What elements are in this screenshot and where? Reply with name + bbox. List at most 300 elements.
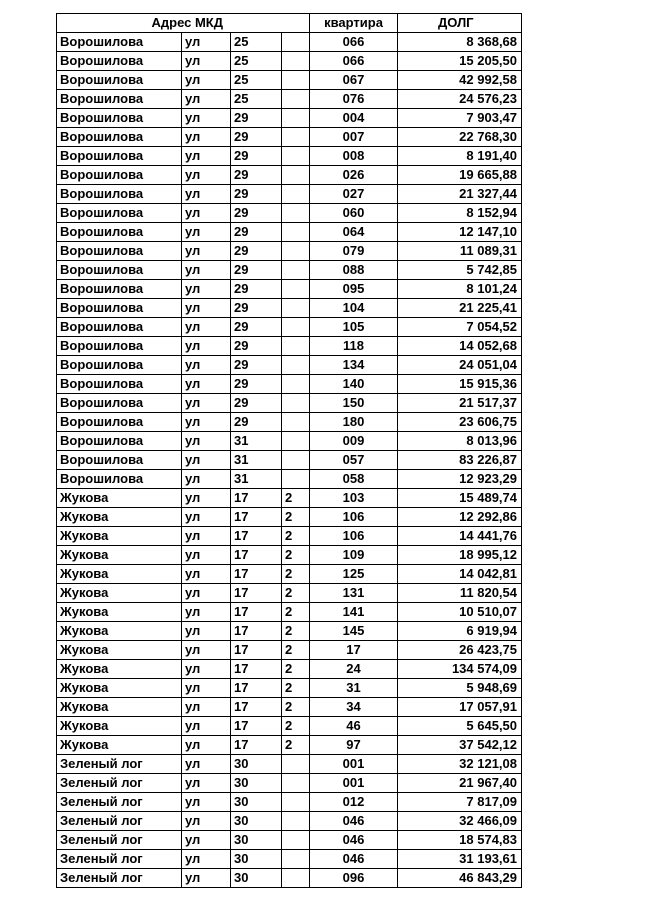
- street-cell: Ворошилова: [57, 337, 182, 356]
- table-row: [57, 147, 522, 166]
- table-row: [57, 489, 522, 508]
- house-cell: 29: [231, 128, 282, 147]
- street-type-cell: ул: [182, 413, 231, 432]
- debt-cell: 24 051,04: [398, 356, 522, 375]
- street-cell: Жукова: [57, 603, 182, 622]
- street-cell: Ворошилова: [57, 204, 182, 223]
- house-cell: 31: [231, 451, 282, 470]
- street-type-cell: ул: [182, 204, 231, 223]
- debt-cell: 11 089,31: [398, 242, 522, 261]
- flat-cell: 125: [310, 565, 398, 584]
- flat-cell: 103: [310, 489, 398, 508]
- debt-cell: 83 226,87: [398, 451, 522, 470]
- building-cell: [282, 223, 310, 242]
- street-type-cell: ул: [182, 698, 231, 717]
- street-cell: Жукова: [57, 527, 182, 546]
- street-type-cell: ул: [182, 394, 231, 413]
- street-type-cell: ул: [182, 147, 231, 166]
- building-cell: [282, 831, 310, 850]
- building-cell: [282, 204, 310, 223]
- house-cell: 25: [231, 71, 282, 90]
- house-cell: 30: [231, 869, 282, 888]
- building-cell: 2: [282, 565, 310, 584]
- flat-cell: 046: [310, 850, 398, 869]
- house-cell: 17: [231, 546, 282, 565]
- building-cell: 2: [282, 603, 310, 622]
- house-cell: 29: [231, 299, 282, 318]
- building-cell: [282, 166, 310, 185]
- flat-cell: 057: [310, 451, 398, 470]
- debt-header: ДОЛГ: [398, 14, 522, 33]
- debt-cell: 22 768,30: [398, 128, 522, 147]
- debt-cell: 31 193,61: [398, 850, 522, 869]
- flat-cell: 106: [310, 527, 398, 546]
- house-cell: 30: [231, 774, 282, 793]
- house-cell: 17: [231, 641, 282, 660]
- house-cell: 29: [231, 242, 282, 261]
- table-row: [57, 698, 522, 717]
- table-row: [57, 641, 522, 660]
- table-row: [57, 546, 522, 565]
- street-cell: Жукова: [57, 641, 182, 660]
- table-row: [57, 451, 522, 470]
- table-row: [57, 869, 522, 888]
- house-cell: 17: [231, 565, 282, 584]
- building-cell: [282, 128, 310, 147]
- debt-cell: 21 225,41: [398, 299, 522, 318]
- building-cell: [282, 451, 310, 470]
- debt-cell: 15 915,36: [398, 375, 522, 394]
- debt-cell: 46 843,29: [398, 869, 522, 888]
- debt-cell: 8 191,40: [398, 147, 522, 166]
- street-cell: Ворошилова: [57, 318, 182, 337]
- flat-cell: 067: [310, 71, 398, 90]
- building-cell: 2: [282, 546, 310, 565]
- house-cell: 25: [231, 90, 282, 109]
- table-row: [57, 793, 522, 812]
- debt-sheet: [56, 13, 521, 888]
- debt-cell: 8 152,94: [398, 204, 522, 223]
- street-cell: Жукова: [57, 698, 182, 717]
- street-cell: Жукова: [57, 565, 182, 584]
- table-row: [57, 128, 522, 147]
- street-type-cell: ул: [182, 33, 231, 52]
- street-cell: Зеленый лог: [57, 831, 182, 850]
- table-row: [57, 812, 522, 831]
- street-cell: Жукова: [57, 622, 182, 641]
- street-type-cell: ул: [182, 52, 231, 71]
- street-type-cell: ул: [182, 470, 231, 489]
- flat-cell: 088: [310, 261, 398, 280]
- building-cell: 2: [282, 698, 310, 717]
- building-cell: [282, 869, 310, 888]
- debt-cell: 6 919,94: [398, 622, 522, 641]
- street-type-cell: ул: [182, 527, 231, 546]
- street-type-cell: ул: [182, 90, 231, 109]
- house-cell: 30: [231, 831, 282, 850]
- building-cell: [282, 337, 310, 356]
- table-row: [57, 755, 522, 774]
- house-cell: 29: [231, 166, 282, 185]
- street-type-cell: ул: [182, 869, 231, 888]
- table-row: [57, 71, 522, 90]
- building-cell: [282, 261, 310, 280]
- flat-cell: 134: [310, 356, 398, 375]
- flat-cell: 17: [310, 641, 398, 660]
- flat-cell: 009: [310, 432, 398, 451]
- debt-cell: 21 967,40: [398, 774, 522, 793]
- house-cell: 29: [231, 280, 282, 299]
- street-cell: Ворошилова: [57, 280, 182, 299]
- street-type-cell: ул: [182, 565, 231, 584]
- building-cell: [282, 432, 310, 451]
- debt-cell: 37 542,12: [398, 736, 522, 755]
- street-cell: Зеленый лог: [57, 774, 182, 793]
- street-type-cell: ул: [182, 489, 231, 508]
- debt-cell: 10 510,07: [398, 603, 522, 622]
- street-type-cell: ул: [182, 755, 231, 774]
- flat-cell: 118: [310, 337, 398, 356]
- debt-cell: 26 423,75: [398, 641, 522, 660]
- house-cell: 29: [231, 204, 282, 223]
- building-cell: [282, 71, 310, 90]
- address-header: Адрес МКД: [57, 14, 310, 33]
- street-type-cell: ул: [182, 451, 231, 470]
- flat-cell: 026: [310, 166, 398, 185]
- street-type-cell: ул: [182, 679, 231, 698]
- flat-cell: 104: [310, 299, 398, 318]
- table-row: [57, 679, 522, 698]
- street-type-cell: ул: [182, 166, 231, 185]
- street-cell: Жукова: [57, 736, 182, 755]
- street-type-cell: ул: [182, 641, 231, 660]
- building-cell: 2: [282, 508, 310, 527]
- house-cell: 17: [231, 717, 282, 736]
- street-type-cell: ул: [182, 299, 231, 318]
- street-cell: Ворошилова: [57, 432, 182, 451]
- table-row: [57, 736, 522, 755]
- house-cell: 29: [231, 261, 282, 280]
- street-type-cell: ул: [182, 356, 231, 375]
- building-cell: [282, 793, 310, 812]
- flat-cell: 46: [310, 717, 398, 736]
- building-cell: [282, 242, 310, 261]
- house-cell: 30: [231, 812, 282, 831]
- flat-cell: 105: [310, 318, 398, 337]
- table-row: [57, 413, 522, 432]
- flat-cell: 064: [310, 223, 398, 242]
- street-type-cell: ул: [182, 812, 231, 831]
- building-cell: [282, 394, 310, 413]
- debt-cell: 5 948,69: [398, 679, 522, 698]
- flat-cell: 150: [310, 394, 398, 413]
- table-row: [57, 90, 522, 109]
- building-cell: [282, 850, 310, 869]
- table-row: [57, 850, 522, 869]
- street-type-cell: ул: [182, 71, 231, 90]
- street-cell: Ворошилова: [57, 166, 182, 185]
- house-cell: 17: [231, 679, 282, 698]
- debt-cell: 8 101,24: [398, 280, 522, 299]
- house-cell: 31: [231, 470, 282, 489]
- house-cell: 29: [231, 318, 282, 337]
- table-row: [57, 831, 522, 850]
- street-cell: Ворошилова: [57, 356, 182, 375]
- debt-cell: 42 992,58: [398, 71, 522, 90]
- debt-cell: 24 576,23: [398, 90, 522, 109]
- table-body: [57, 33, 522, 888]
- table-row: [57, 603, 522, 622]
- street-cell: Ворошилова: [57, 185, 182, 204]
- table-row: [57, 527, 522, 546]
- street-cell: Ворошилова: [57, 242, 182, 261]
- house-cell: 17: [231, 603, 282, 622]
- flat-cell: 001: [310, 755, 398, 774]
- flat-cell: 008: [310, 147, 398, 166]
- house-cell: 29: [231, 147, 282, 166]
- table-row: [57, 565, 522, 584]
- debt-cell: 12 923,29: [398, 470, 522, 489]
- flat-cell: 24: [310, 660, 398, 679]
- building-cell: 2: [282, 717, 310, 736]
- flat-cell: 066: [310, 52, 398, 71]
- street-cell: Ворошилова: [57, 299, 182, 318]
- street-cell: Ворошилова: [57, 413, 182, 432]
- street-type-cell: ул: [182, 261, 231, 280]
- flat-header: квартира: [310, 14, 398, 33]
- table-row: [57, 584, 522, 603]
- flat-cell: 066: [310, 33, 398, 52]
- house-cell: 29: [231, 185, 282, 204]
- street-type-cell: ул: [182, 185, 231, 204]
- debt-cell: 21 327,44: [398, 185, 522, 204]
- building-cell: [282, 280, 310, 299]
- house-cell: 29: [231, 394, 282, 413]
- street-cell: Ворошилова: [57, 109, 182, 128]
- street-type-cell: ул: [182, 375, 231, 394]
- street-cell: Жукова: [57, 717, 182, 736]
- debt-table: [56, 13, 522, 888]
- building-cell: 2: [282, 679, 310, 698]
- debt-cell: 7 054,52: [398, 318, 522, 337]
- house-cell: 17: [231, 698, 282, 717]
- building-cell: [282, 774, 310, 793]
- building-cell: [282, 90, 310, 109]
- building-cell: [282, 812, 310, 831]
- house-cell: 17: [231, 508, 282, 527]
- flat-cell: 180: [310, 413, 398, 432]
- debt-cell: 14 042,81: [398, 565, 522, 584]
- debt-cell: 14 441,76: [398, 527, 522, 546]
- building-cell: [282, 33, 310, 52]
- house-cell: 30: [231, 850, 282, 869]
- street-type-cell: ул: [182, 546, 231, 565]
- debt-cell: 8 013,96: [398, 432, 522, 451]
- flat-cell: 140: [310, 375, 398, 394]
- building-cell: [282, 356, 310, 375]
- building-cell: [282, 755, 310, 774]
- flat-cell: 079: [310, 242, 398, 261]
- flat-cell: 046: [310, 831, 398, 850]
- flat-cell: 012: [310, 793, 398, 812]
- building-cell: [282, 185, 310, 204]
- street-type-cell: ул: [182, 128, 231, 147]
- house-cell: 31: [231, 432, 282, 451]
- building-cell: 2: [282, 584, 310, 603]
- flat-cell: 007: [310, 128, 398, 147]
- house-cell: 25: [231, 33, 282, 52]
- street-type-cell: ул: [182, 223, 231, 242]
- debt-cell: 12 292,86: [398, 508, 522, 527]
- street-cell: Ворошилова: [57, 394, 182, 413]
- building-cell: 2: [282, 527, 310, 546]
- flat-cell: 096: [310, 869, 398, 888]
- street-type-cell: ул: [182, 318, 231, 337]
- street-cell: Ворошилова: [57, 451, 182, 470]
- street-type-cell: ул: [182, 584, 231, 603]
- flat-cell: 058: [310, 470, 398, 489]
- table-row: [57, 261, 522, 280]
- house-cell: 17: [231, 736, 282, 755]
- flat-cell: 106: [310, 508, 398, 527]
- house-cell: 17: [231, 584, 282, 603]
- table-row: [57, 223, 522, 242]
- street-type-cell: ул: [182, 717, 231, 736]
- debt-cell: 134 574,09: [398, 660, 522, 679]
- debt-cell: 7 903,47: [398, 109, 522, 128]
- street-type-cell: ул: [182, 242, 231, 261]
- table-row: [57, 204, 522, 223]
- debt-cell: 14 052,68: [398, 337, 522, 356]
- house-cell: 25: [231, 52, 282, 71]
- debt-cell: 17 057,91: [398, 698, 522, 717]
- flat-cell: 97: [310, 736, 398, 755]
- house-cell: 29: [231, 413, 282, 432]
- table-row: [57, 394, 522, 413]
- street-type-cell: ул: [182, 774, 231, 793]
- debt-cell: 8 368,68: [398, 33, 522, 52]
- street-cell: Жукова: [57, 660, 182, 679]
- flat-cell: 001: [310, 774, 398, 793]
- debt-cell: 7 817,09: [398, 793, 522, 812]
- street-cell: Ворошилова: [57, 52, 182, 71]
- building-cell: [282, 470, 310, 489]
- building-cell: [282, 413, 310, 432]
- table-header-row: [57, 14, 522, 33]
- street-cell: Жукова: [57, 679, 182, 698]
- street-type-cell: ул: [182, 660, 231, 679]
- building-cell: [282, 109, 310, 128]
- street-cell: Зеленый лог: [57, 869, 182, 888]
- house-cell: 17: [231, 489, 282, 508]
- house-cell: 29: [231, 109, 282, 128]
- street-cell: Жукова: [57, 584, 182, 603]
- street-cell: Ворошилова: [57, 147, 182, 166]
- table-row: [57, 52, 522, 71]
- debt-cell: 32 121,08: [398, 755, 522, 774]
- debt-cell: 15 205,50: [398, 52, 522, 71]
- street-type-cell: ул: [182, 736, 231, 755]
- street-type-cell: ул: [182, 603, 231, 622]
- table-row: [57, 280, 522, 299]
- street-cell: Зеленый лог: [57, 812, 182, 831]
- street-cell: Жукова: [57, 546, 182, 565]
- street-cell: Ворошилова: [57, 128, 182, 147]
- street-cell: Ворошилова: [57, 470, 182, 489]
- table-row: [57, 33, 522, 52]
- flat-cell: 076: [310, 90, 398, 109]
- flat-cell: 31: [310, 679, 398, 698]
- flat-cell: 060: [310, 204, 398, 223]
- debt-cell: 15 489,74: [398, 489, 522, 508]
- debt-cell: 19 665,88: [398, 166, 522, 185]
- table-row: [57, 508, 522, 527]
- table-row: [57, 356, 522, 375]
- building-cell: [282, 299, 310, 318]
- house-cell: 29: [231, 223, 282, 242]
- house-cell: 30: [231, 755, 282, 774]
- street-type-cell: ул: [182, 850, 231, 869]
- table-row: [57, 109, 522, 128]
- house-cell: 29: [231, 356, 282, 375]
- table-row: [57, 337, 522, 356]
- street-cell: Жукова: [57, 489, 182, 508]
- building-cell: [282, 375, 310, 394]
- table-row: [57, 185, 522, 204]
- debt-cell: 5 645,50: [398, 717, 522, 736]
- debt-cell: 32 466,09: [398, 812, 522, 831]
- table-row: [57, 166, 522, 185]
- table-row: [57, 660, 522, 679]
- street-cell: Зеленый лог: [57, 850, 182, 869]
- building-cell: 2: [282, 660, 310, 679]
- table-row: [57, 774, 522, 793]
- building-cell: 2: [282, 489, 310, 508]
- street-cell: Ворошилова: [57, 90, 182, 109]
- street-type-cell: ул: [182, 831, 231, 850]
- street-cell: Ворошилова: [57, 223, 182, 242]
- table-row: [57, 242, 522, 261]
- flat-cell: 131: [310, 584, 398, 603]
- building-cell: 2: [282, 641, 310, 660]
- building-cell: 2: [282, 622, 310, 641]
- house-cell: 29: [231, 337, 282, 356]
- house-cell: 30: [231, 793, 282, 812]
- street-type-cell: ул: [182, 432, 231, 451]
- street-type-cell: ул: [182, 280, 231, 299]
- building-cell: 2: [282, 736, 310, 755]
- flat-cell: 145: [310, 622, 398, 641]
- table-row: [57, 299, 522, 318]
- debt-cell: 23 606,75: [398, 413, 522, 432]
- street-cell: Ворошилова: [57, 71, 182, 90]
- street-cell: Зеленый лог: [57, 755, 182, 774]
- debt-cell: 18 995,12: [398, 546, 522, 565]
- street-cell: Ворошилова: [57, 375, 182, 394]
- house-cell: 29: [231, 375, 282, 394]
- debt-cell: 5 742,85: [398, 261, 522, 280]
- house-cell: 17: [231, 660, 282, 679]
- street-cell: Зеленый лог: [57, 793, 182, 812]
- house-cell: 17: [231, 622, 282, 641]
- debt-cell: 12 147,10: [398, 223, 522, 242]
- street-type-cell: ул: [182, 793, 231, 812]
- street-type-cell: ул: [182, 109, 231, 128]
- table-row: [57, 432, 522, 451]
- flat-cell: 027: [310, 185, 398, 204]
- table-row: [57, 717, 522, 736]
- building-cell: [282, 318, 310, 337]
